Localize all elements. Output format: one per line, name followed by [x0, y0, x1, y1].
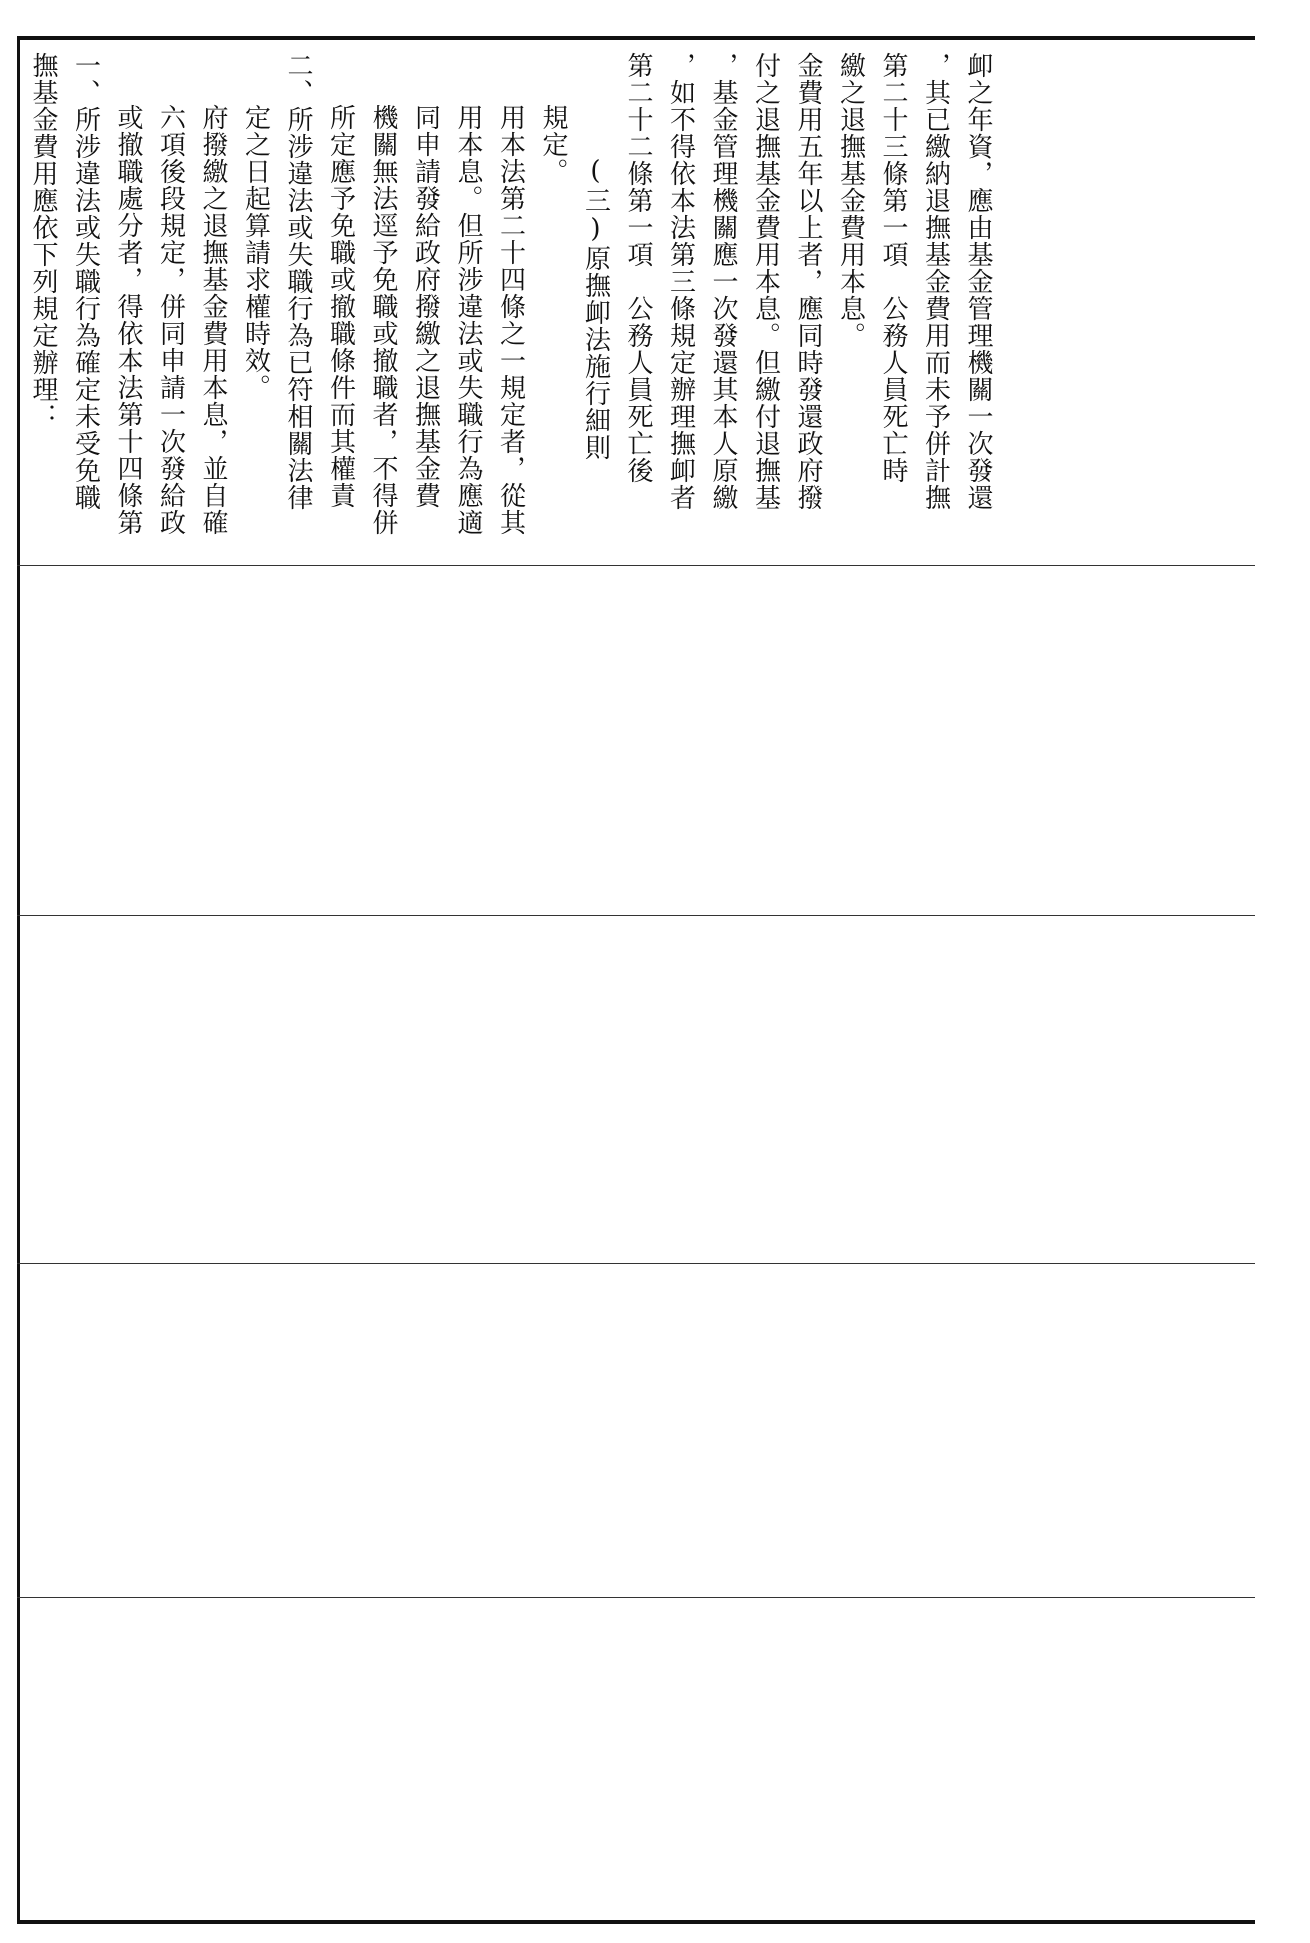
table-left-border: [17, 36, 20, 1924]
text-column: 同申請發給政府撥繳之退撫基金費: [410, 104, 441, 509]
text-column: 府撥繳之退撫基金費用本息，並自確: [198, 104, 228, 536]
table-top-border: [17, 36, 1255, 40]
text-column: 撫基金費用應依下列規定辦理：: [28, 52, 58, 430]
table-row-divider: [17, 1597, 1255, 1598]
text-column: 第二十二條第一項 公務人員死亡後: [623, 52, 653, 484]
text-column: 六項後段規定，併同申請一次發給政: [155, 104, 186, 536]
text-column: 第二十三條第一項 公務人員死亡時: [878, 52, 908, 484]
text-column: 一、所涉違法或失職行為確定未受免職: [70, 52, 101, 511]
text-cell: [30, 52, 1252, 557]
text-column: 用本法第二十四條之一規定者，從其: [495, 104, 526, 536]
table-row-divider: [17, 565, 1255, 566]
text-column: ，基金管理機關應一次發還其本人原繳: [708, 52, 738, 511]
table-row-divider: [17, 915, 1255, 916]
table-row-divider: [17, 1263, 1255, 1264]
text-column: 機關無法逕予免職或撤職者，不得併: [368, 104, 398, 536]
text-column: 規定。: [538, 104, 568, 185]
text-column: 或撤職處分者，得依本法第十四條第: [113, 104, 143, 536]
section-heading: (三)原撫卹法施行細則: [580, 156, 611, 461]
table-bottom-border: [17, 1920, 1255, 1924]
text-column: 定之日起算請求權時效。: [240, 104, 271, 401]
text-column: ，其已繳納退撫基金費用而未予併計撫: [920, 52, 951, 511]
text-column: 付之退撫基金費用本息。但繳付退撫基: [750, 52, 781, 511]
text-column: 用本息。但所涉違法或失職行為應適: [453, 104, 483, 536]
text-column: 繳之退撫基金費用本息。: [835, 52, 866, 349]
text-column: 二、所涉違法或失職行為已符相關法律: [283, 52, 313, 511]
text-column: 金費用五年以上者，應同時發還政府撥: [793, 52, 823, 511]
text-column: ，如不得依本法第三條規定辦理撫卹者: [665, 52, 696, 511]
text-column: 卹之年資，應由基金管理機關一次發還: [963, 52, 993, 511]
text-column: 所定應予免職或撤職條件而其權責: [325, 104, 356, 509]
